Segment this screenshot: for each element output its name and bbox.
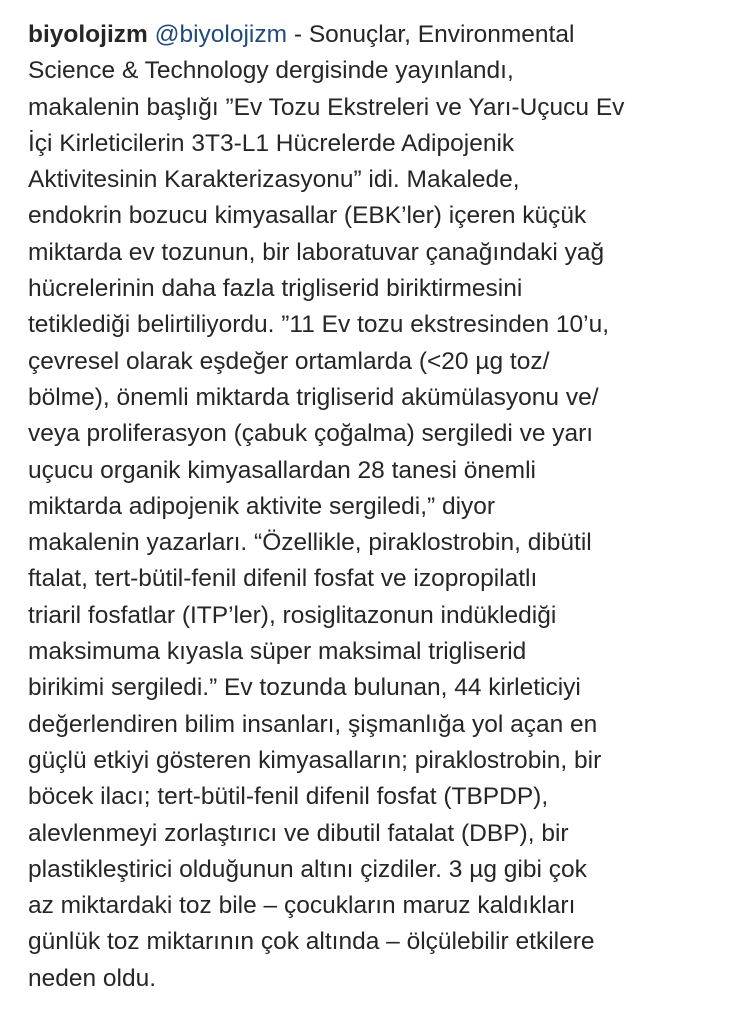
caption-line: alevlenmeyi zorlaştırıcı ve dibutil fatalat (DBP), bir: [28, 819, 569, 847]
username-link[interactable]: biyolojizm: [28, 21, 148, 48]
caption-line: makalenin başlığı ”Ev Tozu Ekstreleri ve Yarı-Uçucu Ev: [28, 93, 625, 121]
caption-line: tetiklediği belirtiliyordu. ”11 Ev tozu ekstresinden 10’u,: [28, 311, 610, 339]
caption-line: güçlü etkiyi gösteren kimyasalların; piraklostrobin, bir: [28, 746, 602, 774]
caption-line: Aktivitesinin Karakterizasyonu” idi. Makalede,: [28, 166, 520, 194]
caption-line-0: [28, 17, 718, 53]
caption-line: miktarda adipojenik aktivite sergiledi,” diyor: [28, 492, 496, 520]
caption-line: günlük toz miktarının çok altında – ölçülebilir etkilere: [28, 928, 595, 956]
caption-line: değerlendiren bilim insanları, şişmanlığa yol açan en: [28, 710, 598, 738]
caption-line: veya proliferasyon (çabuk çoğalma) sergiledi ve yarı: [28, 420, 594, 448]
caption-line: az miktardaki toz bile – çocukların maruz kaldıkları: [28, 892, 576, 920]
caption-line: triaril fosfatlar (ITP’ler), rosiglitazonun indüklediği: [28, 601, 557, 629]
caption-text: - Sonuçlar, Environmental: [287, 21, 575, 48]
caption-line: maksimuma kıyasla süper maksimal trigliserid: [28, 638, 527, 666]
mention-link[interactable]: @biyolojizm: [154, 21, 288, 48]
caption-line: hücrelerinin daha fazla trigliserid biriktirmesini: [28, 275, 523, 303]
caption-line: İçi Kirleticilerin 3T3-L1 Hücrelerde Adipojenik: [28, 129, 515, 157]
caption-line: Science & Technology dergisinde yayınlandı,: [28, 57, 514, 85]
post-caption: [28, 17, 718, 997]
caption-line: uçucu organik kimyasallardan 28 tanesi önemli: [28, 456, 536, 484]
caption-line: bölme), önemli miktarda trigliserid akümülasyonu ve/: [28, 383, 599, 411]
caption-line: böcek ilacı; tert-bütil-fenil difenil fosfat (TBPDP),: [28, 783, 549, 811]
caption-line: ftalat, tert-bütil-fenil difenil fosfat ve izopropilatlı: [28, 565, 538, 593]
caption-line: plastikleştirici olduğunun altını çizdiler. 3 µg gibi çok: [28, 855, 587, 883]
caption-line: çevresel olarak eşdeğer ortamlarda (<20 µg toz/: [28, 347, 550, 375]
caption-line: birikimi sergiledi.” Ev tozunda bulunan, 44 kirleticiyi: [28, 674, 581, 702]
caption-line: makalenin yazarları. “Özellikle, piraklostrobin, dibütil: [28, 529, 592, 557]
caption-line: miktarda ev tozunun, bir laboratuvar çanağındaki yağ: [28, 238, 605, 266]
caption-line: endokrin bozucu kimyasallar (EBK’ler) içeren küçük: [28, 202, 587, 230]
caption-line: neden oldu.: [28, 964, 157, 992]
